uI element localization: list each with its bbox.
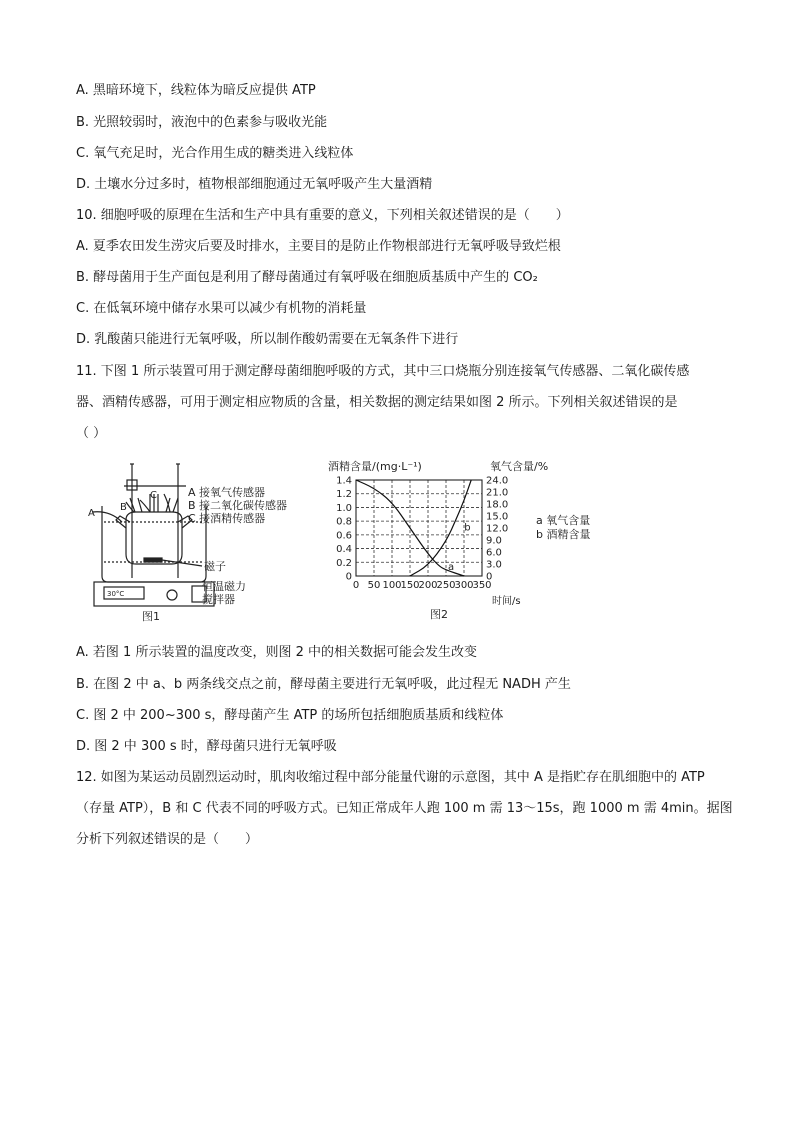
chart-series xyxy=(356,480,471,576)
q10-option-a: A. 夏季农田发生涝灾后要及时排水，主要目的是防止作物根部进行无氧呼吸导致烂根 xyxy=(76,239,561,254)
q12-stem-line-3: 分析下列叙述错误的是（ ） xyxy=(76,832,259,847)
fig1-label-a: A xyxy=(88,508,95,519)
fig1-magnet-label: 磁子 xyxy=(204,560,226,573)
fig1-stirrer-label-2: 搅拌器 xyxy=(202,593,235,606)
fig1-label-b: B xyxy=(120,502,127,513)
chart-xtick-label: 150 xyxy=(400,580,420,591)
q11-stem-line-3: （ ） xyxy=(76,426,107,441)
chart-legend-b: b 酒精含量 xyxy=(536,528,591,541)
chart-ytick-left-label: 0.8 xyxy=(336,516,352,528)
chart-xtick-label: 350 xyxy=(472,580,492,591)
q12-stem-line-1: 12. 如图为某运动员剧烈运动时，肌肉收缩过程中部分能量代谢的示意图，其中 A 是指贮存在肌细胞中的 ATP xyxy=(76,770,705,785)
chart-xlabel: 时间/s xyxy=(492,596,521,607)
chart-ytick-left-label: 1.0 xyxy=(336,502,352,514)
chart-ytick-right-label: 9.0 xyxy=(486,535,502,547)
q12-stem-line-2: （存量 ATP），B 和 C 代表不同的呼吸方式。已知正常成年人跑 100 m 需 13～15s，跑 1000 m 需 4min。据图 xyxy=(76,801,733,816)
chart-xtick-label: 300 xyxy=(454,580,474,591)
q10-option-d: D. 乳酸菌只能进行无氧呼吸，所以制作酸奶需要在无氧条件下进行 xyxy=(76,332,459,347)
chart-caption: 图2 xyxy=(430,608,448,621)
fig1-legend-b: B 接二氧化碳传感器 xyxy=(188,499,288,512)
chart-ytick-left-label: 1.2 xyxy=(336,489,352,501)
chart-xtick-label: 50 xyxy=(367,580,381,591)
chart-ytick-right-label: 24.0 xyxy=(486,475,509,487)
fig1-label-c: C xyxy=(150,490,157,501)
q11-option-b: B. 在图 2 中 a、b 两条线交点之前，酵母菌主要进行无氧呼吸，此过程无 NADH 产生 xyxy=(76,677,571,692)
q10-option-b: B. 酵母菌用于生产面包是利用了酵母菌通过有氧呼吸在细胞质基质中产生的 CO₂ xyxy=(76,270,538,285)
q10-stem: 10. 细胞呼吸的原理在生活和生产中具有重要的意义，下列相关叙述错误的是（ ） xyxy=(76,208,569,223)
chart-axes xyxy=(356,480,482,576)
fig1-legend-c: C 接酒精传感器 xyxy=(188,512,266,525)
chart-series-line-b xyxy=(410,480,471,576)
chart-ytick-left-label: 0.2 xyxy=(336,557,352,569)
chart-ytick-right-label: 12.0 xyxy=(486,523,509,535)
q11-option-a: A. 若图 1 所示装置的温度改变，则图 2 中的相关数据可能会发生改变 xyxy=(76,645,478,660)
chart-ytick-right-label: 18.0 xyxy=(486,499,509,511)
chart-xtick-label: 250 xyxy=(436,580,456,591)
q9-option-b: B. 光照较弱时，液泡中的色素参与吸收光能 xyxy=(76,115,328,130)
q11-stem-line-2: 器、酒精传感器，可用于测定相应物质的含量，相关数据的测定结果如图 2 所示。下列相关叙述错误的是 xyxy=(76,395,678,410)
chart-series-label-a: a xyxy=(448,562,455,573)
figure-1-apparatus xyxy=(80,458,310,630)
q10-option-c: C. 在低氧环境中储存水果可以减少有机物的消耗量 xyxy=(76,301,367,316)
chart-ytick-right-label: 21.0 xyxy=(486,487,509,499)
chart-ytick-left-label: 1.4 xyxy=(336,475,352,487)
chart-ytick-right-label: 3.0 xyxy=(486,559,502,571)
chart-ytick-left-label: 0 xyxy=(345,571,352,583)
chart-ytick-left-label: 0.6 xyxy=(336,530,352,542)
chart-frame xyxy=(356,480,482,576)
chart-xtick-label: 200 xyxy=(418,580,438,591)
chart-ytick-right-label: 6.0 xyxy=(486,547,502,559)
chart-grid xyxy=(356,480,482,576)
chart-ylabel-left: 酒精含量/(mg·L⁻¹) xyxy=(328,460,422,473)
figure-2-chart xyxy=(322,458,622,630)
q9-option-d: D. 土壤水分过多时，植物根部细胞通过无氧呼吸产生大量酒精 xyxy=(76,177,433,192)
q11-option-c: C. 图 2 中 200~300 s，酵母菌产生 ATP 的场所包括细胞质基质和线粒体 xyxy=(76,708,504,723)
q9-option-a: A. 黑暗环境下，线粒体为暗反应提供 ATP xyxy=(76,83,316,98)
fig1-stirrer-label-1: 恒温磁力 xyxy=(202,580,246,593)
fig1-legend-a: A 接氧气传感器 xyxy=(188,486,266,499)
fig1-display: 30°C xyxy=(107,590,125,598)
q11-option-d: D. 图 2 中 300 s 时，酵母菌只进行无氧呼吸 xyxy=(76,739,337,754)
q11-stem-line-1: 11. 下图 1 所示装置可用于测定酵母菌细胞呼吸的方式，其中三口烧瓶分别连接氧气传感器、二氧化碳传感 xyxy=(76,364,690,379)
chart-ylabel-right: 氧气含量/% xyxy=(490,460,549,473)
chart-ytick-right-label: 15.0 xyxy=(486,511,509,523)
chart-series-label-b: b xyxy=(464,522,471,534)
chart-ytick-left-label: 0.4 xyxy=(336,544,352,556)
q9-option-c: C. 氧气充足时，光合作用生成的糖类进入线粒体 xyxy=(76,146,354,161)
chart-xtick-label: 0 xyxy=(352,580,360,591)
chart-legend-a: a 氧气含量 xyxy=(536,514,591,527)
fig1-caption: 图1 xyxy=(142,610,160,623)
chart-xtick-label: 100 xyxy=(382,580,402,591)
chart-ytick-right-label: 0 xyxy=(486,571,493,583)
